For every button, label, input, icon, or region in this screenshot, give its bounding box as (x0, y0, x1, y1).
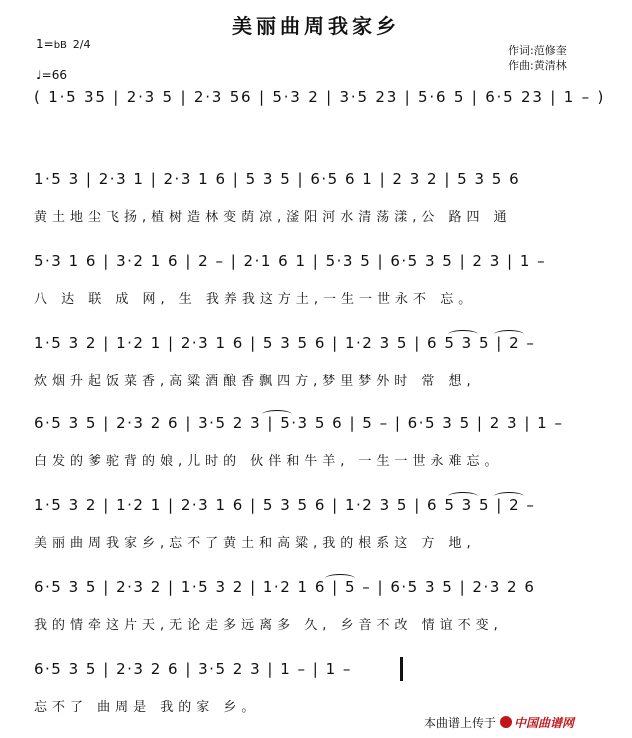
tie-mark (494, 330, 524, 339)
tie-mark (448, 330, 478, 339)
line-notes: 1·5 3 2 | 1·2 1 | 2·3 1 6 | 5 3 5 6 | 1·2 3 5 | 6 5 3 5 | 2 – (34, 334, 536, 352)
score-line-5 (34, 496, 614, 564)
composer: 作曲:黄清林 (508, 59, 567, 72)
line-notes: 1·5 3 2 | 1·2 1 | 2·3 1 6 | 5 3 5 6 | 1·2 3 5 | 6 5 3 5 | 2 – (34, 496, 536, 514)
line-lyrics: 白发的爹驼背的娘,儿时的 伙伴和牛羊, 一生一世永难忘。 (34, 454, 503, 469)
footer-text: 本曲谱上传于 (424, 716, 497, 730)
tie-mark (494, 492, 524, 501)
footer (424, 714, 574, 731)
lyricist: 作词:范修奎 (508, 44, 567, 57)
key-note: bB (53, 40, 67, 51)
line-notes: 6·5 3 5 | 2·3 2 | 1·5 3 2 | 1·2 1 6 | 5 – | 6·5 3 5 | 2·3 2 6 (34, 578, 536, 596)
score-line-4 (34, 414, 614, 482)
line-notes: 5·3 1 6 | 3·2 1 6 | 2 – | 2·1 6 1 | 5·3 5 | 6·5 3 5 | 2 3 | 1 – (34, 252, 547, 270)
score-line-6 (34, 578, 614, 646)
line-lyrics: 黄土地尘飞扬,植树造林变荫凉,滏阳河水清荡漾,公 路四 通 (34, 210, 512, 225)
tie-mark (262, 410, 292, 419)
line-notes: 6·5 3 5 | 2·3 2 6 | 3·5 2 3 | 1 – | 1 – (34, 660, 352, 678)
intro-line (34, 88, 614, 156)
line-lyrics: 炊烟升起饭菜香,高粱酒酿香飘四方,梦里梦外时 常 想, (34, 374, 476, 389)
score-line-2 (34, 252, 614, 320)
line-notes: 1·5 3 | 2·3 1 | 2·3 1 6 | 5 3 5 | 6·5 6 1 | 2 3 2 | 5 3 5 6 (34, 170, 521, 188)
site-logo-icon (500, 716, 512, 728)
line-lyrics: 美丽曲周我家乡,忘不了黄土和高粱,我的根系这 方 地, (34, 536, 476, 551)
score-line-3 (34, 334, 614, 402)
intro-notes: ( 1·5 35 | 2·3 5 | 2·3 56 | 5·3 2 | 3·5 23 | 5·6 5 | 6·5 23 | 1 – ) (34, 88, 606, 106)
line-lyrics: 八 达 联 成 网, 生 我养我这方土,一生一世永不 忘。 (34, 292, 477, 307)
credits (508, 43, 567, 73)
tie-mark (448, 492, 478, 501)
time-signature: 2/4 (72, 38, 91, 51)
line-notes: 6·5 3 5 | 2·3 2 6 | 3·5 2 3 | 5·3 5 6 | 5 – | 6·5 3 5 | 2 3 | 1 – (34, 414, 564, 432)
final-barline (400, 657, 403, 681)
line-lyrics: 我的情牵这片天,无论走多远离多 久, 乡音不改 情谊不变, (34, 618, 503, 633)
score-line-1 (34, 170, 614, 238)
key-signature (36, 37, 90, 53)
tie-mark (325, 574, 355, 583)
tempo-marking: ♩=66 (36, 68, 67, 82)
line-lyrics: 忘不了 曲周是 我的家 乡。 (34, 700, 260, 715)
song-title: 美丽曲周我家乡 (232, 14, 400, 38)
footer-brand[interactable]: 中国曲谱网 (514, 716, 575, 730)
key-label: 1= (36, 37, 54, 51)
